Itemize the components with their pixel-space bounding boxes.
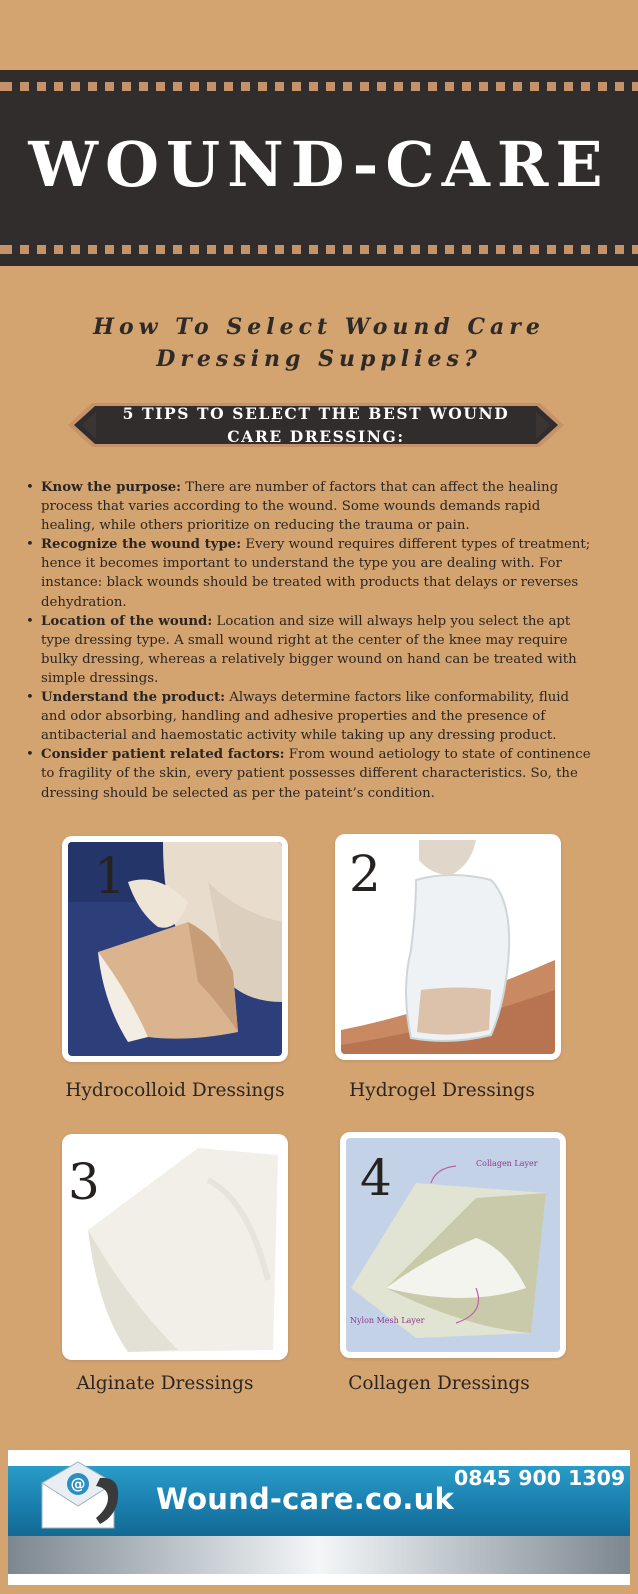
website-link[interactable]: Wound-care.co.uk bbox=[156, 1482, 454, 1516]
tip-text: Always determine factors like conformability, fluid and odor absorbing, handling and adhesive properties and the presence of antibacterial and haemostatic activity while taking up any dressing product. bbox=[41, 690, 570, 744]
product-card-alginate bbox=[62, 1134, 288, 1360]
product-caption: Hydrocolloid Dressings bbox=[65, 1080, 285, 1101]
tip-title: Understand the product: bbox=[41, 690, 226, 706]
tips-heading-line-2: CARE DRESSING: bbox=[227, 427, 405, 446]
tip-text: From wound aetiology to state of continence to fragility of the skin, every patient possesses different characteristics. So, the dressing should be selected as per the pateint’s condition. bbox=[41, 747, 591, 801]
tip-title: Recognize the wound type: bbox=[41, 537, 242, 553]
tip-text: Every wound requires different types of treatment; hence it becomes important to understand the type you are dealing with. For instance: black wounds should be treated with products that delays or reverses dehydration. bbox=[41, 537, 591, 610]
tips-list bbox=[24, 478, 594, 803]
tip-text: Location and size will always help you select the apt type dressing type. A small wound right at the center of the knee may require bulky dressing, whereas a relatively bigger wound on hand can be treated with simple dressings. bbox=[41, 613, 577, 686]
tip-title: Location of the wound: bbox=[41, 613, 213, 629]
tip-item bbox=[24, 688, 594, 745]
phone-number[interactable]: 0845 900 1309 bbox=[454, 1466, 626, 1490]
product-card-hydrocolloid bbox=[62, 836, 288, 1062]
footer-contact-banner bbox=[8, 1450, 630, 1585]
bullet-icon: • bbox=[26, 537, 34, 553]
product-card-collagen bbox=[340, 1132, 566, 1358]
subtitle-line-1: How To Select Wound Care bbox=[93, 314, 545, 340]
product-number: 3 bbox=[68, 1153, 100, 1211]
tip-text: There are number of factors that can affect the healing process that varies according to the wound. Some wounds demands rapid healing, while others prioritize on reducing the trauma or pain. bbox=[41, 480, 559, 534]
page-title: WOUND-CARE bbox=[28, 128, 610, 201]
subtitle-line-2: Dressing Supplies? bbox=[156, 346, 482, 372]
tips-heading bbox=[106, 402, 526, 448]
tip-title: Know the purpose: bbox=[41, 480, 182, 495]
tip-title: Consider patient related factors: bbox=[41, 747, 285, 763]
tip-item bbox=[24, 612, 594, 688]
product-number: 2 bbox=[349, 845, 381, 903]
decorative-dots-bottom bbox=[0, 245, 638, 254]
product-caption: Alginate Dressings bbox=[76, 1373, 254, 1394]
product-caption: Collagen Dressings bbox=[348, 1373, 530, 1394]
subtitle bbox=[0, 311, 638, 375]
bullet-icon: • bbox=[26, 690, 34, 706]
tip-item bbox=[24, 745, 594, 802]
tips-heading-line-1: 5 TIPS TO SELECT THE BEST WOUND bbox=[122, 404, 510, 423]
email-phone-icon bbox=[38, 1458, 128, 1542]
bullet-icon: • bbox=[26, 613, 34, 629]
nylon-mesh-label: Nylon Mesh Layer bbox=[350, 1316, 425, 1325]
bullet-icon: • bbox=[26, 747, 34, 763]
tip-item bbox=[24, 535, 594, 611]
collagen-layer-label: Collagen Layer bbox=[476, 1159, 538, 1168]
header-banner bbox=[0, 70, 638, 266]
bullet-icon: • bbox=[26, 480, 34, 495]
product-number: 1 bbox=[94, 847, 126, 905]
product-caption: Hydrogel Dressings bbox=[349, 1080, 535, 1101]
alginate-dressing-image bbox=[68, 1140, 282, 1354]
decorative-dots-top bbox=[0, 82, 638, 91]
svg-text:@: @ bbox=[70, 1475, 86, 1493]
product-card-hydrogel bbox=[335, 834, 561, 1060]
tips-heading-ribbon bbox=[66, 399, 566, 451]
tip-item bbox=[24, 478, 594, 535]
product-number: 4 bbox=[360, 1149, 392, 1207]
